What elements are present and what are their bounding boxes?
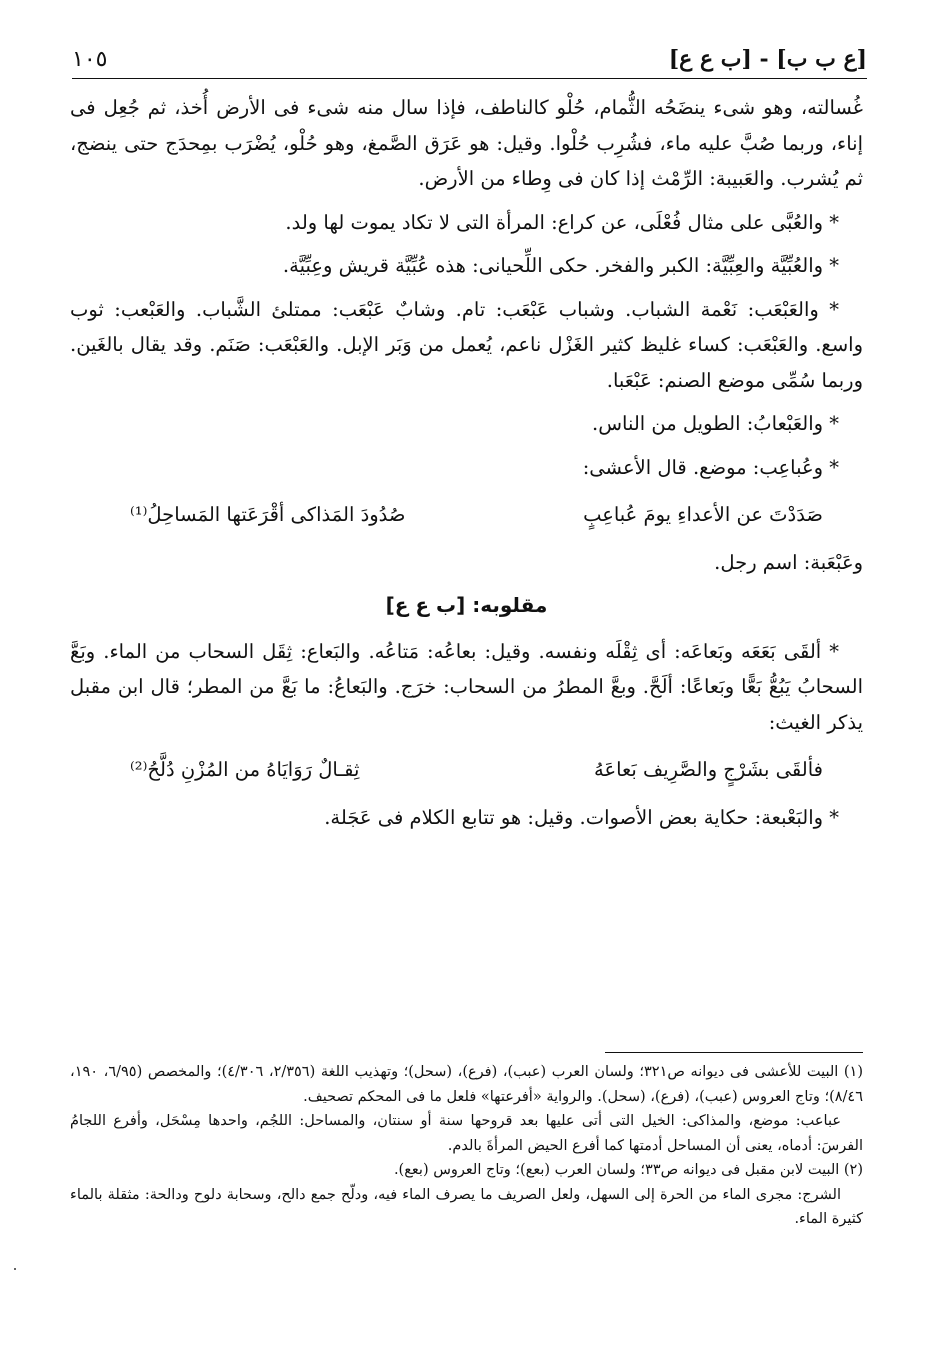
entry-paragraph: * والعَبْعابُ: الطويل من الناس. xyxy=(592,412,839,435)
entry-paragraph: * ألقَى بَعَعَه وبَعاعَه: أى ثِقْلَه ونفسه. وقيل: بعاعُه: مَتاعُه. والبَعاع: ثِقَل السحاب من الماء. وبَعَّ السحابُ يَبُعُّ بَعًّا وبَعاعًا: ألَحَّ. وبعَّ المطرُ من السحاب: خرَج. والبَعاعُ: ما بَعَّ من المطر؛ قال ابن مقبل يذكر الغيث: xyxy=(70,639,863,734)
paragraph: غُسالته، وهو شىء ينضَحُه الثُّمام، حُلْو كالناطف، فإذا سال منه شىء فى الأرض أُخذ، ثم جُعِل فى إناء، وربما صُبَّ عليه ماء، فشُرِب حُلْوا. وقيل: هو عَرَق الصَّمغ، وهو حُلْو، يُضْرَب بمِحدَج حتى ينضج، ثم يُشرب. والعَبيبة: الرِّمْث إذا كان فى وِطاء من الأرض. xyxy=(70,96,863,190)
header-rule xyxy=(72,78,867,79)
header-title: [ع ب ب] - [ب ع ع] xyxy=(668,46,867,72)
entry-paragraph: * والعَبْعَب: نَعْمة الشباب. وشباب عَبْعَب: تام. وشابٌ عَبْعَب: ممتلئ الشَّباب. والعَبْعب: ثوب واسع. والعَبْعَب: كساء غليظ كثير الغَزْل ناعم، يُعمل من وَبَر الإبل. والعَبْعَب: صَنَم. وقد يقال بالغَين. وربما سُمِّى موضع الصنم: عَبْعَبا. xyxy=(70,297,863,392)
page-number: ١٠٥ xyxy=(72,47,108,72)
paragraph: وعَبْعَبة: اسم رجل. xyxy=(714,550,863,574)
poem-verse xyxy=(70,493,863,539)
entry-paragraph: * والبَعْبعة: حكاية بعض الأصوات. وقيل: هو تتابع الكلام فى عَجَلة. xyxy=(324,805,839,829)
scan-speck xyxy=(14,1268,16,1270)
footnote: (٢) البيت لابن مقبل فى ديوانه ص٣٣؛ ولسان العرب (بعع)؛ وتاج العروس (بعع). xyxy=(393,1162,863,1178)
running-header xyxy=(72,36,867,72)
verse-first-hemistich: صَدَدْتَ عن الأعداءِ يومَ عُباعِبٍ xyxy=(583,503,823,526)
poem-verse xyxy=(70,748,863,794)
verse-second-hemistich: صُدُودَ المَذاكى أقْرَعَتها المَساحِلُ⁽¹⁾ xyxy=(130,503,406,526)
footnote-gloss: الشرج: مجرى الماء من الحرة إلى السهل، ولعل الصريف ما يصرف الماء فيه، ودلّح جمع دالح، وسحابة دلوح ودالحة: مثقلة بالماء كثيرة الماء. xyxy=(70,1186,863,1227)
section-heading: مقلوبه: [ب ع ع] xyxy=(385,593,548,617)
verse-first-hemistich: فألقَى بشَرْجٍ والصَّرِيف بَعاعَهُ xyxy=(593,758,823,781)
footnote-rule xyxy=(605,1052,863,1053)
verse-second-hemistich: ثِقـالٌ رَوَايَاهُ من المُزْنِ دُلَّحُ⁽²⁾ xyxy=(130,758,360,781)
entry-paragraph: * وعُباعِب: موضع. قال الأعشى: xyxy=(582,455,839,479)
footnotes xyxy=(70,1060,863,1232)
main-text xyxy=(70,90,863,843)
entry-paragraph: * والعُبِّيَّة والعِبِّيَّة: الكبر والفخر. حكى اللِّحيانى: هذه عُبِّيَّة قريش وعِبِّيَّة. xyxy=(282,254,839,277)
footnote: (١) البيت للأعشى فى ديوانه ص٣٢١؛ ولسان العرب (عبب)، (فرع)، (سحل)؛ وتهذيب اللغة (٢/٣٥٦، ٤/٣٠٦)؛ والمخصص (٦/٩٥، ١٩٠، ٨/٤٦)؛ وتاج العروس (عبب)، (فرع)، (سحل). والرواية «أفرعتها» فلعل ما فى المحكم تصحيف. xyxy=(70,1064,864,1105)
footnote-gloss: عباعب: موضع، والمذاكى: الخيل التى أتى عليها بعد قروحها سنة أو سنتان، والمساحل: اللجُم، واحدها مِسْحَل، وأفرع اللجامُ الفرسَ: أدماه، يعنى أن المساحل أدمتها كما أفرع الحيض المرأةَ بالدم. xyxy=(70,1113,863,1154)
entry-paragraph: * والعُبَّى على مثال فُعْلَى، عن كراع: المرأة التى لا تكاد يموت لها ولد. xyxy=(285,210,839,234)
